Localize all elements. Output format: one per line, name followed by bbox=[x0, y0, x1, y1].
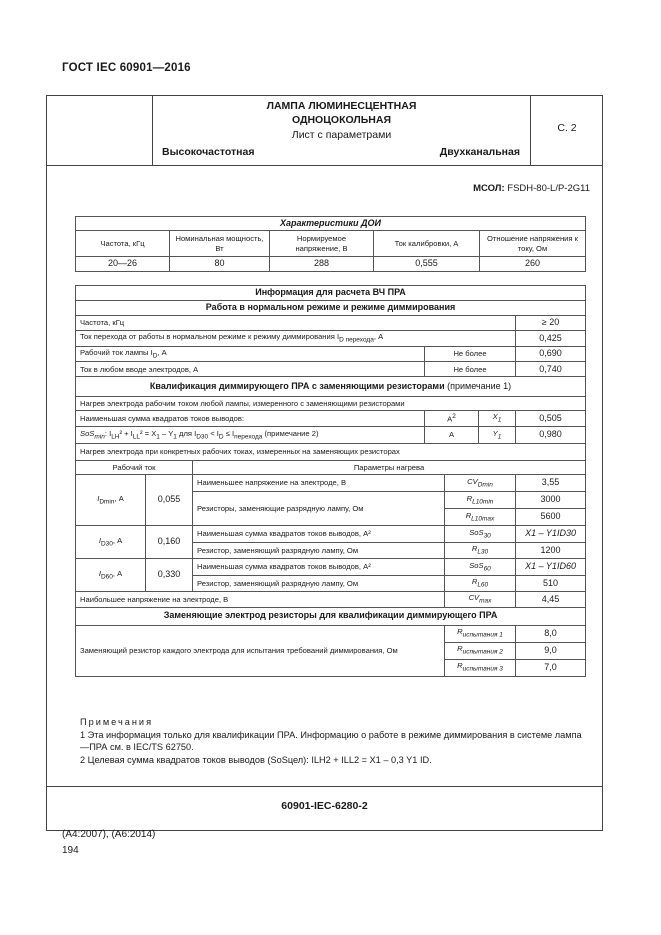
lamp-title-line2: ОДНОЦОКОЛЬНАЯ bbox=[291, 114, 392, 126]
param-value: 5600 bbox=[516, 508, 586, 525]
standard-title: ГОСТ IEC 60901—2016 bbox=[62, 62, 191, 74]
ballast-info-table bbox=[75, 285, 586, 677]
max-voltage-value: 4,45 bbox=[516, 591, 586, 607]
calibration-current-value: 0,555 bbox=[374, 257, 480, 271]
document-code: 60901-IEC-6280-2 bbox=[281, 800, 368, 812]
test-resistor-value: 8,0 bbox=[516, 625, 586, 642]
param-symbol: SoS$_{60}$ bbox=[445, 558, 516, 575]
param-label: Наименьшая сумма квадратов токов выводов, А² bbox=[193, 558, 445, 575]
transition-current-label: Ток перехода от работы в нормальном режиме к режиму диммирования $I_{D перехода}$, А bbox=[76, 331, 516, 347]
min-sum-symbol: $X_1$ bbox=[479, 411, 516, 427]
sos-formula: SoS$_{min}$: $I_{LH}^2 + I_{LL}^2 = X_1 - Y_1$ для $I_{D30} < I_D \le I_{перехода}$ (примечание 2) bbox=[76, 426, 425, 443]
note-1: 1 Эта информация только для квалификации ПРА. Информацию о работе в режиме диммирования в системе лампа—ПРА см. в IEC/TS 62750. bbox=[80, 729, 582, 753]
param-value: 3000 bbox=[516, 491, 586, 508]
max-voltage-symbol: $CV_{max}$ bbox=[445, 591, 516, 607]
amendments: (A4:2007), (A6:2014) bbox=[62, 829, 156, 840]
test-resistor-symbol: $R_{испытания 3}$ bbox=[445, 659, 516, 676]
param-value: X1 – Y1ID30 bbox=[516, 525, 586, 542]
column-header: Отношение напряжения к току, Ом bbox=[480, 231, 586, 257]
test-resistor-value: 7,0 bbox=[516, 659, 586, 676]
column-header: Частота, кГц bbox=[76, 231, 170, 257]
sos-value: 0,980 bbox=[516, 426, 586, 443]
lamp-current-qualifier: Не более bbox=[425, 346, 516, 362]
current-d30-label: $I_{D30}$, А bbox=[76, 525, 146, 558]
min-sum-label: Наименьшая сумма квадратов токов выводов: bbox=[76, 411, 425, 427]
param-label: Наименьшая сумма квадратов токов выводов, А² bbox=[193, 525, 445, 542]
model-value: FSDH-80-L/P-2G11 bbox=[504, 183, 590, 194]
transition-current-value: 0,425 bbox=[516, 331, 586, 347]
current-dmin-label: $I_{Dmin}$, А bbox=[76, 474, 146, 525]
lamp-title: ЛАМПА ЛЮМИНЕСЦЕНТНАЯ bbox=[266, 100, 417, 112]
param-symbol: $R_{L10max}$ bbox=[445, 508, 516, 525]
param-symbol: SoS$_{30}$ bbox=[445, 525, 516, 542]
heating-specific-text: Нагрев электрода при конкретных рабочих токах, измеренных на заменяющих резисторах bbox=[76, 443, 586, 460]
info-heading: Информация для расчета ВЧ ПРА bbox=[76, 286, 586, 301]
electrode-current-qualifier: Не более bbox=[425, 362, 516, 377]
replacing-resistor-label: Заменяющий резистор каждого электрода для испытания требований диммирования, Ом bbox=[76, 625, 445, 676]
param-symbol: $CV_{Dmin}$ bbox=[445, 474, 516, 491]
test-resistor-value: 9,0 bbox=[516, 642, 586, 659]
param-label: Резистор, заменяющий разрядную лампу, Ом bbox=[193, 575, 445, 591]
qualification-heading: Квалификация диммирующего ПРА с заменяющими резисторами (примечание 1) bbox=[76, 377, 586, 397]
lamp-current-label: Рабочий ток лампы $I_D$, А bbox=[76, 346, 425, 362]
current-d60-label: $I_{D60}$, А bbox=[76, 558, 146, 591]
sheet-page-code: С. 2 bbox=[557, 122, 577, 134]
heating-any-lamp-text: Нагрев электрода рабочим током любой лампы, измеренного с заменяющими резисторами bbox=[76, 397, 586, 411]
frequency-value: 20—26 bbox=[76, 257, 170, 271]
current-dmin-value: 0,055 bbox=[146, 474, 193, 525]
note-2: 2 Целевая сумма квадратов токов выводов (SoSцел): ILH2 + ILL2 = X1 – 0,3 Y1 ID. bbox=[80, 755, 432, 766]
test-resistor-symbol: $R_{испытания 1}$ bbox=[445, 625, 516, 642]
param-label: Резистор, заменяющий разрядную лампу, Ом bbox=[193, 542, 445, 558]
param-value: 3,55 bbox=[516, 474, 586, 491]
frequency-label: Частота, кГц bbox=[76, 316, 516, 331]
lamp-type-frequency: Высокочастотная bbox=[162, 146, 255, 158]
rated-power-value: 80 bbox=[170, 257, 270, 271]
heating-params-header: Параметры нагрева bbox=[193, 460, 586, 474]
characteristics-heading: Характеристики ДОИ bbox=[76, 217, 586, 231]
sheet-subtitle: Лист с параметрами bbox=[291, 129, 392, 141]
column-header: Номинальная мощность, Вт bbox=[170, 231, 270, 257]
sos-unit: А bbox=[425, 426, 479, 443]
sos-symbol: $Y_1$ bbox=[479, 426, 516, 443]
param-symbol: $R_{L10min}$ bbox=[445, 491, 516, 508]
param-value: X1 – Y1ID60 bbox=[516, 558, 586, 575]
electrode-current-label: Ток в любом вводе электродов, А bbox=[76, 362, 425, 377]
normal-mode-heading: Работа в нормальном режиме и режиме диммирования bbox=[76, 301, 586, 316]
param-symbol: $R_{L60}$ bbox=[445, 575, 516, 591]
current-d30-value: 0,160 bbox=[146, 525, 193, 558]
min-sum-unit: $А^2$ bbox=[425, 411, 479, 427]
max-voltage-label: Наибольшее напряжение на электроде, В bbox=[76, 591, 445, 607]
frequency-min-value: ≥ 20 bbox=[516, 316, 586, 331]
page-number: 194 bbox=[62, 845, 79, 856]
operating-current-header: Рабочий ток bbox=[76, 460, 193, 474]
voltage-current-ratio-value: 260 bbox=[480, 257, 586, 271]
current-d60-value: 0,330 bbox=[146, 558, 193, 591]
column-header: Ток калибровки, А bbox=[374, 231, 480, 257]
param-label: Резисторы, заменяющие разрядную лампу, Ом bbox=[193, 491, 445, 525]
min-sum-value: 0,505 bbox=[516, 411, 586, 427]
model-label: МСОЛ: bbox=[473, 183, 505, 194]
lamp-current-value: 0,690 bbox=[516, 346, 586, 362]
electrode-current-value: 0,740 bbox=[516, 362, 586, 377]
notes-heading: Примечания bbox=[80, 717, 154, 727]
rated-voltage-value: 288 bbox=[270, 257, 374, 271]
model-code bbox=[300, 183, 590, 194]
footer-divider bbox=[46, 786, 603, 787]
column-header: Нормируемое напряжение, В bbox=[270, 231, 374, 257]
param-value: 510 bbox=[516, 575, 586, 591]
param-label: Наименьшее напряжение на электроде, В bbox=[193, 474, 445, 491]
notes-section bbox=[80, 716, 590, 767]
lamp-type-channels: Двухканальная bbox=[439, 146, 520, 158]
characteristics-table bbox=[75, 216, 586, 272]
test-resistor-symbol: $R_{испытания 2}$ bbox=[445, 642, 516, 659]
param-symbol: $R_{L30}$ bbox=[445, 542, 516, 558]
replacing-resistors-heading: Заменяющие электрод резисторы для квалификации диммирующего ПРА bbox=[76, 607, 586, 625]
param-value: 1200 bbox=[516, 542, 586, 558]
